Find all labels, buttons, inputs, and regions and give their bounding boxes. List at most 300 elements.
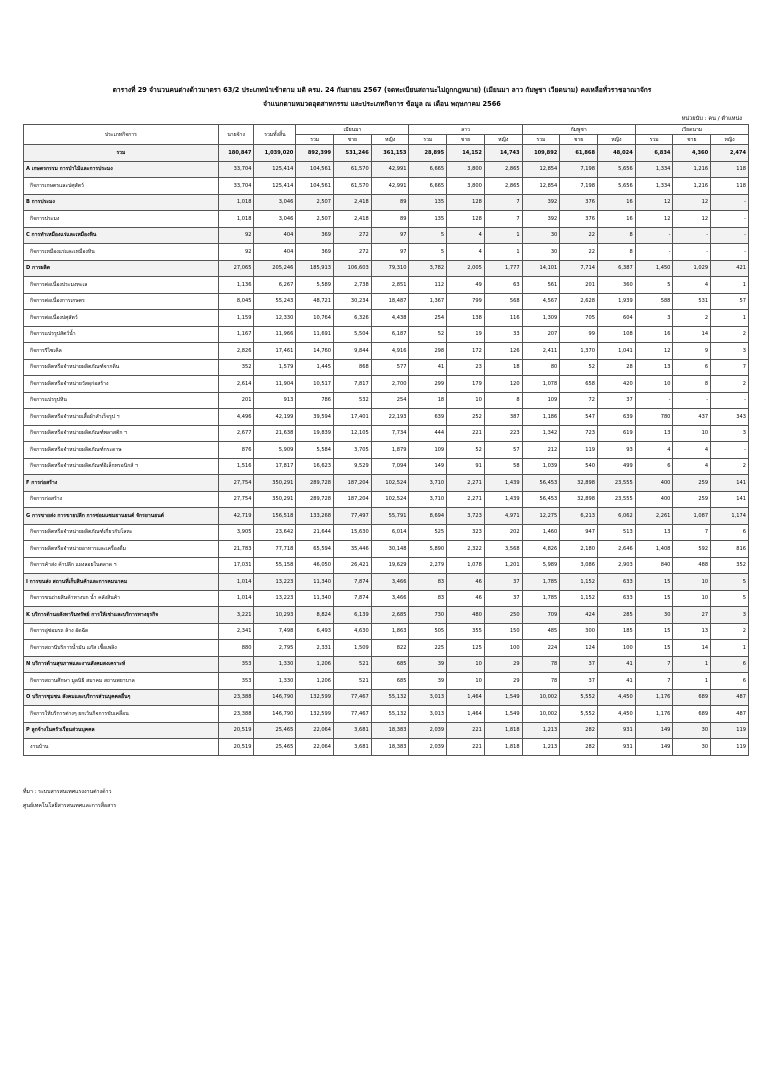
value-cell: 521 bbox=[334, 656, 372, 673]
value-cell: - bbox=[711, 442, 749, 459]
table-row bbox=[24, 392, 749, 409]
value-cell: 8 bbox=[598, 227, 636, 244]
value-cell: 1,509 bbox=[334, 640, 372, 657]
value-cell: - bbox=[711, 227, 749, 244]
value-cell: 10 bbox=[673, 574, 711, 591]
document-subtitle: จำแนกตามหมวดอุตสาหกรรม และประเภทกิจการ ข้อมูล ณ เดือน พฤษภาคม 2566 bbox=[263, 100, 501, 108]
value-cell: 6,665 bbox=[409, 161, 447, 178]
value-cell: 10,002 bbox=[522, 689, 560, 706]
value-cell: 3,782 bbox=[409, 260, 447, 277]
value-cell: 723 bbox=[560, 425, 598, 442]
value-cell: 135 bbox=[409, 194, 447, 211]
row-label: K บริการด้านอสังหาริมทรัพย์ การให้เช่าและบริการทางธุรกิจ bbox=[24, 607, 219, 624]
value-cell: 102,524 bbox=[371, 491, 409, 508]
value-cell: 1,087 bbox=[673, 508, 711, 525]
value-cell: 135 bbox=[409, 211, 447, 228]
value-cell: 22,193 bbox=[371, 409, 409, 426]
value-cell: 705 bbox=[560, 310, 598, 327]
table-row bbox=[24, 541, 749, 558]
value-cell: 2,865 bbox=[484, 178, 522, 195]
value-cell: 444 bbox=[409, 425, 447, 442]
value-cell: 20,519 bbox=[218, 739, 254, 756]
header-sub-total: รวม bbox=[522, 135, 560, 145]
value-cell: 437 bbox=[673, 409, 711, 426]
value-cell: 10,764 bbox=[296, 310, 334, 327]
value-cell: 7,198 bbox=[560, 178, 598, 195]
row-label: กิจการผลิตหรือจำหน่ายผลิตภัณฑ์กระดาษ bbox=[24, 442, 219, 459]
row-label: งานบ้าน bbox=[24, 739, 219, 756]
value-cell: 30 bbox=[673, 722, 711, 739]
value-cell: 14,152 bbox=[447, 145, 485, 162]
value-cell: 532 bbox=[334, 392, 372, 409]
value-cell: 39 bbox=[409, 656, 447, 673]
value-cell: 150 bbox=[484, 623, 522, 640]
section-row bbox=[24, 260, 749, 277]
value-cell: 125,414 bbox=[254, 178, 296, 195]
value-cell: 32,898 bbox=[560, 491, 598, 508]
value-cell: 14 bbox=[673, 326, 711, 343]
value-cell: 639 bbox=[598, 409, 636, 426]
value-cell: 11,691 bbox=[296, 326, 334, 343]
value-cell: 4 bbox=[673, 458, 711, 475]
value-cell: 531 bbox=[673, 293, 711, 310]
value-cell: 298 bbox=[409, 343, 447, 360]
value-cell: 15,630 bbox=[334, 524, 372, 541]
value-cell: 35,446 bbox=[334, 541, 372, 558]
value-cell: 12 bbox=[635, 194, 673, 211]
value-cell: 18 bbox=[484, 359, 522, 376]
value-cell: 23 bbox=[447, 359, 485, 376]
value-cell: 124 bbox=[560, 640, 598, 657]
row-label: N บริการด้านสุขภาพและงานสังคมสงเคราะห์ bbox=[24, 656, 219, 673]
value-cell: 282 bbox=[560, 722, 598, 739]
value-cell: 685 bbox=[371, 673, 409, 690]
header-sub-female: หญิง bbox=[711, 135, 749, 145]
value-cell: 5,589 bbox=[296, 277, 334, 294]
value-cell: 23,388 bbox=[218, 706, 254, 723]
value-cell: 46 bbox=[447, 574, 485, 591]
table-row bbox=[24, 524, 749, 541]
value-cell: 513 bbox=[598, 524, 636, 541]
value-cell: 2,331 bbox=[296, 640, 334, 657]
value-cell: 141 bbox=[711, 475, 749, 492]
value-cell: 2,418 bbox=[334, 211, 372, 228]
value-cell: 7,094 bbox=[371, 458, 409, 475]
value-cell: 1,863 bbox=[371, 623, 409, 640]
value-cell: 3,086 bbox=[560, 557, 598, 574]
header-employers: นายจ้าง bbox=[218, 125, 254, 145]
value-cell: 4,916 bbox=[371, 343, 409, 360]
value-cell: 13 bbox=[635, 359, 673, 376]
table-body bbox=[24, 145, 749, 756]
value-cell: 4,630 bbox=[334, 623, 372, 640]
value-cell: 16 bbox=[635, 326, 673, 343]
value-cell: 2,507 bbox=[296, 211, 334, 228]
value-cell: 11,340 bbox=[296, 590, 334, 607]
value-cell: 1,370 bbox=[560, 343, 598, 360]
row-label: P ลูกจ้างในครัวเรือนส่วนบุคคล bbox=[24, 722, 219, 739]
value-cell: 48,721 bbox=[296, 293, 334, 310]
value-cell: 1,549 bbox=[484, 689, 522, 706]
value-cell: 17,461 bbox=[254, 343, 296, 360]
value-cell: 730 bbox=[409, 607, 447, 624]
value-cell: 1,785 bbox=[522, 590, 560, 607]
table-row bbox=[24, 706, 749, 723]
value-cell: 128 bbox=[447, 211, 485, 228]
value-cell: 355 bbox=[447, 623, 485, 640]
value-cell: 28,895 bbox=[409, 145, 447, 162]
value-cell: 1,176 bbox=[635, 689, 673, 706]
value-cell: - bbox=[673, 227, 711, 244]
value-cell: 259 bbox=[673, 491, 711, 508]
value-cell: 2,039 bbox=[409, 722, 447, 739]
value-cell: 27 bbox=[673, 607, 711, 624]
value-cell: - bbox=[635, 244, 673, 261]
value-cell: 10,517 bbox=[296, 376, 334, 393]
value-cell: 12,105 bbox=[334, 425, 372, 442]
value-cell: 2,279 bbox=[409, 557, 447, 574]
value-cell: 22 bbox=[560, 227, 598, 244]
value-cell: 3,568 bbox=[484, 541, 522, 558]
value-cell: 10 bbox=[447, 392, 485, 409]
value-cell: 2,507 bbox=[296, 194, 334, 211]
value-cell: 1,445 bbox=[296, 359, 334, 376]
value-cell: 6,139 bbox=[334, 607, 372, 624]
header-total-all: รวมทั้งสิ้น bbox=[254, 125, 296, 145]
value-cell: 141 bbox=[711, 491, 749, 508]
value-cell: 80 bbox=[522, 359, 560, 376]
value-cell: 1,330 bbox=[254, 673, 296, 690]
header-business-type: ประเภทกิจการ bbox=[24, 125, 219, 145]
value-cell: 13 bbox=[673, 623, 711, 640]
value-cell: 7,874 bbox=[334, 590, 372, 607]
value-cell: 125 bbox=[447, 640, 485, 657]
table-row bbox=[24, 409, 749, 426]
value-cell: 5,909 bbox=[254, 442, 296, 459]
value-cell: 685 bbox=[371, 656, 409, 673]
value-cell: 77,497 bbox=[334, 508, 372, 525]
value-cell: 7 bbox=[711, 359, 749, 376]
value-cell: 104,561 bbox=[296, 161, 334, 178]
value-cell: 5,552 bbox=[560, 689, 598, 706]
value-cell: - bbox=[673, 244, 711, 261]
value-cell: 30,148 bbox=[371, 541, 409, 558]
table-row bbox=[24, 178, 749, 195]
value-cell: 92 bbox=[218, 244, 254, 261]
value-cell: 8,045 bbox=[218, 293, 254, 310]
value-cell: 11,904 bbox=[254, 376, 296, 393]
value-cell: 2,614 bbox=[218, 376, 254, 393]
table-row bbox=[24, 211, 749, 228]
table-row bbox=[24, 359, 749, 376]
value-cell: 786 bbox=[296, 392, 334, 409]
value-cell: 499 bbox=[598, 458, 636, 475]
value-cell: 3,710 bbox=[409, 475, 447, 492]
value-cell: 18,487 bbox=[371, 293, 409, 310]
value-cell: 3 bbox=[711, 343, 749, 360]
header-sub-male: ชาย bbox=[560, 135, 598, 145]
value-cell: 97 bbox=[371, 227, 409, 244]
value-cell: 109 bbox=[409, 442, 447, 459]
value-cell: 19 bbox=[447, 326, 485, 343]
value-cell: 1,408 bbox=[635, 541, 673, 558]
value-cell: 505 bbox=[409, 623, 447, 640]
row-label: G การขายส่ง การขายปลีก การซ่อมแซมยานยนต์ จักรยานยนต์ bbox=[24, 508, 219, 525]
value-cell: 138 bbox=[447, 310, 485, 327]
value-cell: 58 bbox=[484, 458, 522, 475]
value-cell: 52 bbox=[560, 359, 598, 376]
row-label: กิจการแปรรูปหิน bbox=[24, 392, 219, 409]
source-note: ที่มา : ระบบสารสนเทศแรงงานต่างด้าว bbox=[23, 789, 112, 795]
document-title: ตารางที่ 29 จำนวนคนต่างด้าวมาตรา 63/2 ประเภทนำเข้าตาม มติ ครม. 24 กันยายน 2567 (จดทะเบียนสถานะไม่ถูกกฎหมาย) (เมียนมา ลาว กัมพูชา เวียดนาม) คงเหลือทั่วราชอาณาจักร bbox=[112, 86, 652, 94]
value-cell: 185,913 bbox=[296, 260, 334, 277]
value-cell: 1,450 bbox=[635, 260, 673, 277]
value-cell: 100 bbox=[598, 640, 636, 657]
value-cell: 658 bbox=[560, 376, 598, 393]
value-cell: 1,818 bbox=[484, 739, 522, 756]
value-cell: 83 bbox=[409, 574, 447, 591]
value-cell: 172 bbox=[447, 343, 485, 360]
value-cell: 3,221 bbox=[218, 607, 254, 624]
value-cell: 27,754 bbox=[218, 491, 254, 508]
value-cell: 1,078 bbox=[447, 557, 485, 574]
value-cell: 350,291 bbox=[254, 475, 296, 492]
data-table bbox=[23, 124, 749, 756]
value-cell: 6,493 bbox=[296, 623, 334, 640]
value-cell: 2,271 bbox=[447, 475, 485, 492]
value-cell: 1,309 bbox=[522, 310, 560, 327]
value-cell: 14,101 bbox=[522, 260, 560, 277]
value-cell: 488 bbox=[673, 557, 711, 574]
value-cell: 16 bbox=[598, 211, 636, 228]
value-cell: 5,989 bbox=[522, 557, 560, 574]
value-cell: 149 bbox=[409, 458, 447, 475]
value-cell: 1,029 bbox=[673, 260, 711, 277]
value-cell: 10 bbox=[673, 590, 711, 607]
value-cell: 33,704 bbox=[218, 178, 254, 195]
value-cell: 14,743 bbox=[484, 145, 522, 162]
row-label: กิจการเกษตรและปศุสัตว์ bbox=[24, 178, 219, 195]
value-cell: 15 bbox=[635, 574, 673, 591]
value-cell: 2 bbox=[711, 376, 749, 393]
value-cell: 11,340 bbox=[296, 574, 334, 591]
value-cell: 2,005 bbox=[447, 260, 485, 277]
value-cell: 285 bbox=[598, 607, 636, 624]
value-cell: 3,723 bbox=[447, 508, 485, 525]
value-cell: 55,132 bbox=[371, 706, 409, 723]
value-cell: 1,216 bbox=[673, 161, 711, 178]
value-cell: 46 bbox=[447, 590, 485, 607]
header-sub-male: ชาย bbox=[447, 135, 485, 145]
value-cell: 10 bbox=[673, 425, 711, 442]
value-cell: 353 bbox=[218, 673, 254, 690]
value-cell: 1,213 bbox=[522, 739, 560, 756]
value-cell: 2,795 bbox=[254, 640, 296, 657]
value-cell: 6 bbox=[711, 656, 749, 673]
value-cell: 17,031 bbox=[218, 557, 254, 574]
value-cell: 2,039 bbox=[409, 739, 447, 756]
value-cell: 404 bbox=[254, 227, 296, 244]
value-cell: 1,014 bbox=[218, 590, 254, 607]
value-cell: 540 bbox=[560, 458, 598, 475]
value-cell: 30 bbox=[673, 739, 711, 756]
value-cell: 1,186 bbox=[522, 409, 560, 426]
value-cell: 27,754 bbox=[218, 475, 254, 492]
value-cell: 187,204 bbox=[334, 491, 372, 508]
value-cell: 212 bbox=[522, 442, 560, 459]
value-cell: 61,868 bbox=[560, 145, 598, 162]
value-cell: 1,579 bbox=[254, 359, 296, 376]
value-cell: 3,013 bbox=[409, 706, 447, 723]
value-cell: 16,623 bbox=[296, 458, 334, 475]
section-row bbox=[24, 475, 749, 492]
value-cell: 27,065 bbox=[218, 260, 254, 277]
value-cell: 2,474 bbox=[711, 145, 749, 162]
value-cell: 1,785 bbox=[522, 574, 560, 591]
value-cell: 119 bbox=[711, 739, 749, 756]
value-cell: 3,466 bbox=[371, 590, 409, 607]
value-cell: 1,460 bbox=[522, 524, 560, 541]
value-cell: 21,638 bbox=[254, 425, 296, 442]
value-cell: 487 bbox=[711, 706, 749, 723]
value-cell: 37 bbox=[598, 392, 636, 409]
value-cell: 99 bbox=[560, 326, 598, 343]
value-cell: 120 bbox=[484, 376, 522, 393]
value-cell: 1,018 bbox=[218, 194, 254, 211]
value-cell: 30,234 bbox=[334, 293, 372, 310]
value-cell: 1,439 bbox=[484, 475, 522, 492]
value-cell: 132,599 bbox=[296, 706, 334, 723]
value-cell: 250 bbox=[484, 607, 522, 624]
value-cell: 21,783 bbox=[218, 541, 254, 558]
value-cell: 205,246 bbox=[254, 260, 296, 277]
value-cell: 41 bbox=[409, 359, 447, 376]
value-cell: 61,570 bbox=[334, 161, 372, 178]
value-cell: 619 bbox=[598, 425, 636, 442]
section-row bbox=[24, 194, 749, 211]
value-cell: 7,714 bbox=[560, 260, 598, 277]
value-cell: 223 bbox=[484, 425, 522, 442]
value-cell: 868 bbox=[334, 359, 372, 376]
value-cell: 2,180 bbox=[560, 541, 598, 558]
row-label: กิจการต่อเนื่องการเกษตร bbox=[24, 293, 219, 310]
value-cell: 89 bbox=[371, 211, 409, 228]
value-cell: 10 bbox=[635, 376, 673, 393]
value-cell: 207 bbox=[522, 326, 560, 343]
value-cell: 892,399 bbox=[296, 145, 334, 162]
value-cell: 12,275 bbox=[522, 508, 560, 525]
value-cell: 1,334 bbox=[635, 178, 673, 195]
value-cell: 689 bbox=[673, 689, 711, 706]
value-cell: 77,467 bbox=[334, 706, 372, 723]
value-cell: 29 bbox=[484, 673, 522, 690]
value-cell: 3,705 bbox=[334, 442, 372, 459]
value-cell: 25,465 bbox=[254, 722, 296, 739]
table-row bbox=[24, 557, 749, 574]
value-cell: 1,041 bbox=[598, 343, 636, 360]
value-cell: 78 bbox=[522, 656, 560, 673]
value-cell: 568 bbox=[484, 293, 522, 310]
value-cell: 1,174 bbox=[711, 508, 749, 525]
value-cell: 146,790 bbox=[254, 689, 296, 706]
value-cell: 10 bbox=[447, 656, 485, 673]
value-cell: 1,152 bbox=[560, 590, 598, 607]
row-label: F การก่อสร้าง bbox=[24, 475, 219, 492]
value-cell: 6,213 bbox=[560, 508, 598, 525]
row-label: กิจการต่อเนื่องปศุสัตว์ bbox=[24, 310, 219, 327]
value-cell: 4 bbox=[673, 442, 711, 459]
value-cell: 37 bbox=[560, 656, 598, 673]
value-cell: 6,014 bbox=[371, 524, 409, 541]
value-cell: 531,246 bbox=[334, 145, 372, 162]
value-cell: 547 bbox=[560, 409, 598, 426]
value-cell: 4,450 bbox=[598, 689, 636, 706]
value-cell: - bbox=[673, 392, 711, 409]
value-cell: 6,187 bbox=[371, 326, 409, 343]
value-cell: - bbox=[711, 244, 749, 261]
value-cell: 1,879 bbox=[371, 442, 409, 459]
value-cell: 18,383 bbox=[371, 739, 409, 756]
value-cell: 323 bbox=[447, 524, 485, 541]
value-cell: - bbox=[635, 392, 673, 409]
value-cell: 179 bbox=[447, 376, 485, 393]
value-cell: 2 bbox=[711, 326, 749, 343]
value-cell: 880 bbox=[218, 640, 254, 657]
value-cell: 1,939 bbox=[598, 293, 636, 310]
value-cell: 55,243 bbox=[254, 293, 296, 310]
value-cell: 185 bbox=[598, 623, 636, 640]
value-cell: 2,903 bbox=[598, 557, 636, 574]
value-cell: 5 bbox=[409, 244, 447, 261]
value-cell: 289,728 bbox=[296, 475, 334, 492]
value-cell: 8 bbox=[673, 376, 711, 393]
value-cell: 254 bbox=[371, 392, 409, 409]
value-cell: 221 bbox=[447, 739, 485, 756]
row-label: D การผลิต bbox=[24, 260, 219, 277]
value-cell: 1,334 bbox=[635, 161, 673, 178]
value-cell: 5,656 bbox=[598, 178, 636, 195]
value-cell: 931 bbox=[598, 739, 636, 756]
value-cell: 89 bbox=[371, 194, 409, 211]
value-cell: 361,153 bbox=[371, 145, 409, 162]
row-label: กิจการผลิตหรือจำหน่ายอาหารและเครื่องดื่ม bbox=[24, 541, 219, 558]
value-cell: 5,504 bbox=[334, 326, 372, 343]
section-row bbox=[24, 689, 749, 706]
value-cell: 39,594 bbox=[296, 409, 334, 426]
table-row bbox=[24, 442, 749, 459]
value-cell: 252 bbox=[447, 409, 485, 426]
value-cell: 55,132 bbox=[371, 689, 409, 706]
value-cell: 100 bbox=[484, 640, 522, 657]
value-cell: 369 bbox=[296, 244, 334, 261]
value-cell: 93 bbox=[598, 442, 636, 459]
value-cell: 360 bbox=[598, 277, 636, 294]
value-cell: 14 bbox=[673, 640, 711, 657]
value-cell: 947 bbox=[560, 524, 598, 541]
value-cell: 92 bbox=[218, 227, 254, 244]
value-cell: 4,496 bbox=[218, 409, 254, 426]
value-cell: 126 bbox=[484, 343, 522, 360]
value-cell: 2 bbox=[711, 623, 749, 640]
value-cell: 913 bbox=[254, 392, 296, 409]
value-cell: 404 bbox=[254, 244, 296, 261]
value-cell: 369 bbox=[296, 227, 334, 244]
value-cell: 1,342 bbox=[522, 425, 560, 442]
row-label: กิจการต่อเนื่องประมงทะเล bbox=[24, 277, 219, 294]
header-sub-female: หญิง bbox=[598, 135, 636, 145]
value-cell: 17,817 bbox=[254, 458, 296, 475]
value-cell: 7,874 bbox=[334, 574, 372, 591]
